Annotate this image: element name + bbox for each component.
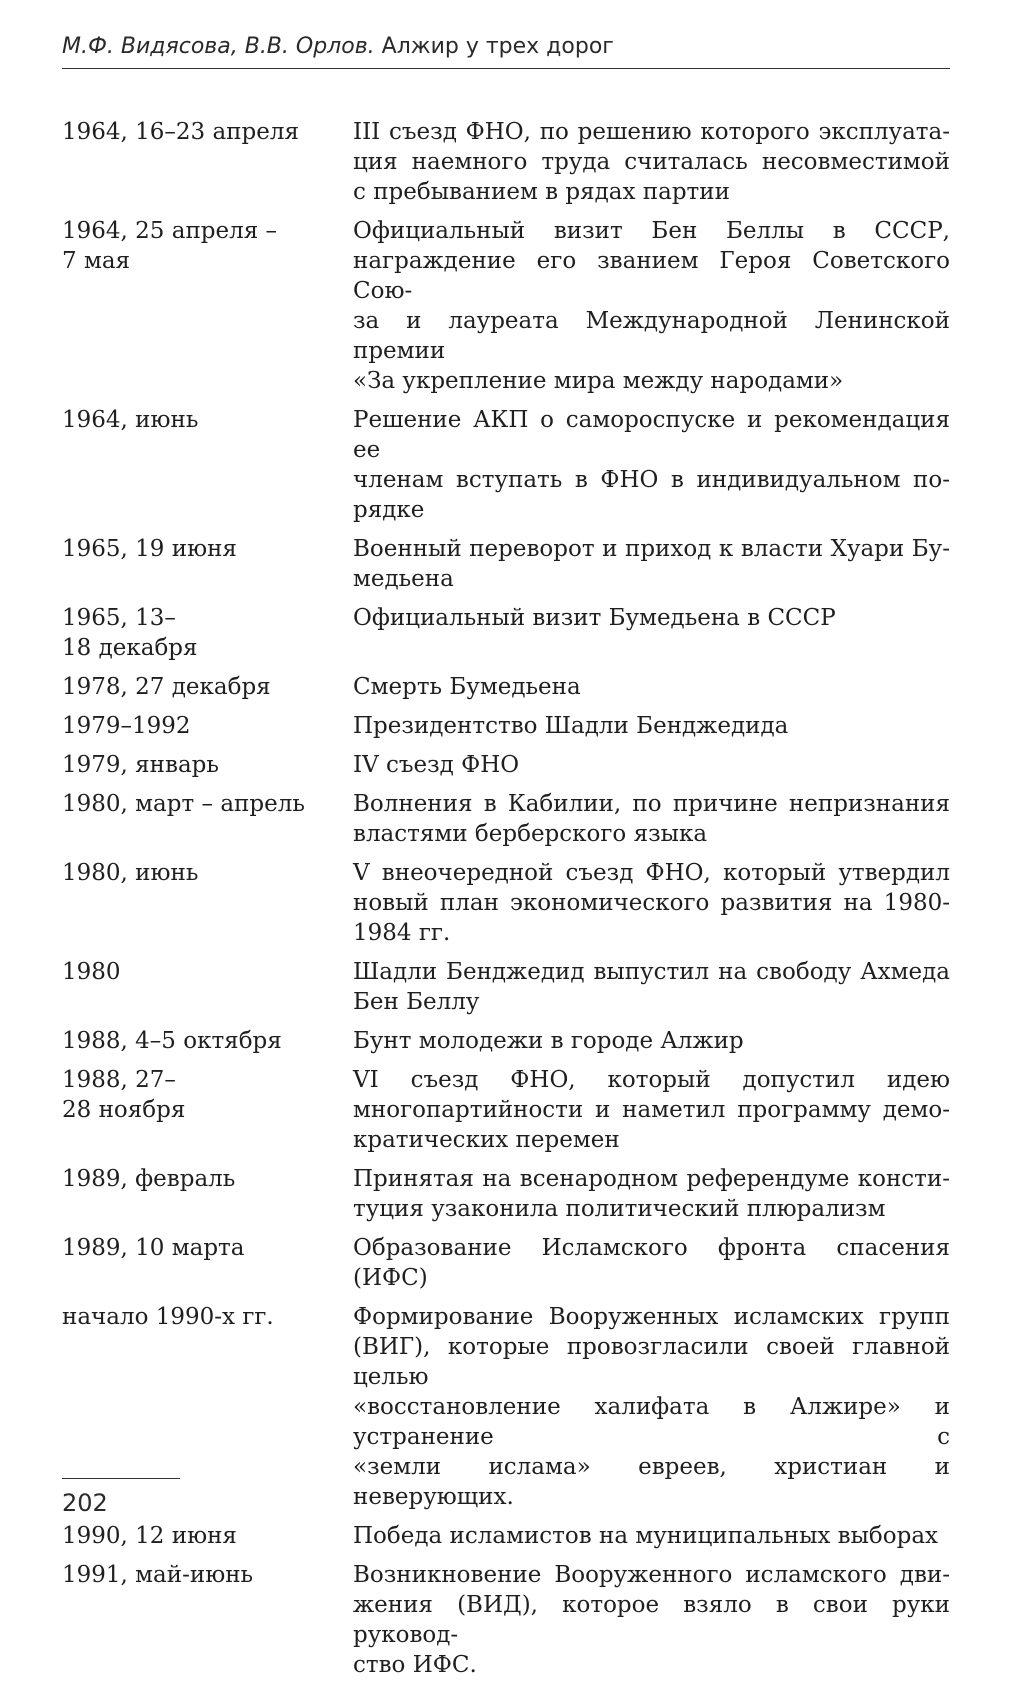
- date-line: 1989, февраль: [62, 1166, 236, 1192]
- row-date: [62, 117, 353, 207]
- date-line: 1991, май-июнь: [62, 1562, 254, 1588]
- date-line: 1978, 27 декабря: [62, 674, 271, 700]
- event-line: многопартийности и наметил программу демо-: [353, 1097, 950, 1123]
- row-event: [353, 789, 950, 849]
- row-event: [353, 750, 950, 780]
- chronology-row: [62, 603, 950, 663]
- row-event: [353, 711, 950, 741]
- event-line: Принятая на всенародном референдуме консти-: [353, 1166, 950, 1192]
- event-line: Бунт молодежи в городе Алжир: [353, 1028, 744, 1054]
- chronology-row: [62, 534, 950, 594]
- row-date: [62, 858, 353, 948]
- header-title: Алжир у трех дорог: [381, 34, 614, 59]
- row-date: [62, 1302, 353, 1512]
- event-line: ция наемного труда считалась несовместимой: [353, 149, 950, 175]
- event-line: 1984 гг.: [353, 920, 451, 946]
- event-line: награждение его званием Героя Советского Сою-: [353, 248, 950, 304]
- chronology-row: [62, 216, 950, 396]
- date-line: 28 ноября: [62, 1097, 186, 1123]
- date-line: 1988, 4–5 октября: [62, 1028, 282, 1054]
- event-line: медьена: [353, 566, 454, 592]
- row-date: [62, 603, 353, 663]
- date-line: 1964, июнь: [62, 407, 199, 433]
- chronology-table: [62, 117, 950, 1689]
- event-line: за и лауреата Международной Ленинской премии: [353, 308, 950, 364]
- date-line: 1988, 27–: [62, 1067, 176, 1093]
- row-date: [62, 405, 353, 525]
- date-line: 1989, 10 марта: [62, 1235, 245, 1261]
- event-line: властями берберского языка: [353, 821, 708, 847]
- row-date: [62, 1026, 353, 1056]
- row-event: [353, 1302, 950, 1512]
- event-line: Официальный визит Бен Беллы в СССР,: [353, 218, 950, 244]
- event-line: Бен Беллу: [353, 989, 480, 1015]
- event-line: «земли ислама» евреев, христиан и неверующих.: [353, 1454, 950, 1510]
- row-date: [62, 789, 353, 849]
- event-line: рядке: [353, 497, 425, 523]
- event-line: жения (ВИД), которое взяло в свои руки руковод-: [353, 1592, 950, 1648]
- row-date: [62, 1164, 353, 1224]
- event-line: Решение АКП о самороспуске и рекомендация ее: [353, 407, 950, 463]
- row-event: [353, 1233, 950, 1293]
- row-event: [353, 957, 950, 1017]
- row-date: [62, 1065, 353, 1155]
- event-line: ство ИФС.: [353, 1652, 477, 1678]
- row-event: [353, 672, 950, 702]
- event-line: Смерть Бумедьена: [353, 674, 581, 700]
- date-line: начало 1990-х гг.: [62, 1304, 274, 1330]
- event-line: новый план экономического развития на 1980-: [353, 890, 950, 916]
- row-event: [353, 117, 950, 207]
- chronology-row: [62, 1302, 950, 1512]
- row-event: [353, 1521, 950, 1551]
- date-line: 1964, 16–23 апреля: [62, 119, 299, 145]
- event-line: Военный переворот и приход к власти Хуари Бу-: [353, 536, 950, 562]
- row-date: [62, 534, 353, 594]
- row-date: [62, 750, 353, 780]
- date-line: 1980: [62, 959, 121, 985]
- footnote-rule: [62, 1478, 180, 1479]
- date-line: 1980, июнь: [62, 860, 199, 886]
- chronology-row: [62, 1065, 950, 1155]
- event-line: Формирование Вооруженных исламских групп: [353, 1304, 950, 1330]
- row-date: [62, 672, 353, 702]
- running-header: [62, 28, 950, 69]
- event-line: IV съезд ФНО: [353, 752, 520, 778]
- date-line: 7 мая: [62, 248, 131, 274]
- row-date: [62, 1521, 353, 1551]
- chronology-row: [62, 711, 950, 741]
- row-event: [353, 603, 950, 663]
- event-line: Президентство Шадли Бенджедида: [353, 713, 789, 739]
- date-line: 1990, 12 июня: [62, 1523, 237, 1549]
- chronology-row: [62, 750, 950, 780]
- row-date: [62, 1560, 353, 1680]
- event-line: Образование Исламского фронта спасения (ИФС): [353, 1235, 950, 1291]
- row-date: [62, 1233, 353, 1293]
- row-event: [353, 216, 950, 396]
- event-line: III съезд ФНО, по решению которого эксплуата-: [353, 119, 950, 145]
- chronology-row: [62, 672, 950, 702]
- row-event: [353, 534, 950, 594]
- event-line: Волнения в Кабилии, по причине непризнания: [353, 791, 950, 817]
- event-line: «восстановление халифата в Алжире» и устранение с: [353, 1394, 950, 1450]
- event-line: туция узаконила политический плюрализм: [353, 1196, 886, 1222]
- row-event: [353, 858, 950, 948]
- event-line: VI съезд ФНО, который допустил идею: [353, 1067, 950, 1093]
- row-event: [353, 1164, 950, 1224]
- row-date: [62, 216, 353, 396]
- row-event: [353, 1026, 950, 1056]
- row-event: [353, 1560, 950, 1680]
- date-line: 18 декабря: [62, 635, 198, 661]
- event-line: с пребыванием в рядах партии: [353, 179, 730, 205]
- date-line: 1964, 25 апреля –: [62, 218, 278, 244]
- event-line: Шадли Бенджедид выпустил на свободу Ахмеда: [353, 959, 950, 985]
- event-line: кратических перемен: [353, 1127, 620, 1153]
- date-line: 1980, март – апрель: [62, 791, 305, 817]
- date-line: 1979, январь: [62, 752, 219, 778]
- chronology-row: [62, 957, 950, 1017]
- event-line: (ВИГ), которые провозгласили своей главной целью: [353, 1334, 950, 1390]
- event-line: Официальный визит Бумедьена в СССР: [353, 605, 836, 631]
- chronology-row: [62, 405, 950, 525]
- event-line: Возникновение Вооруженного исламского дви-: [353, 1562, 950, 1588]
- chronology-row: [62, 789, 950, 849]
- event-line: V внеочередной съезд ФНО, который утвердил: [353, 860, 950, 886]
- event-line: «За укрепление мира между народами»: [353, 368, 844, 394]
- chronology-row: [62, 1164, 950, 1224]
- chronology-row: [62, 858, 950, 948]
- header-authors: М.Ф. Видясова, В.В. Орлов.: [62, 34, 375, 59]
- event-line: Победа исламистов на муниципальных выборах: [353, 1523, 939, 1549]
- chronology-row: [62, 1521, 950, 1551]
- row-event: [353, 1065, 950, 1155]
- chronology-row: [62, 117, 950, 207]
- page-number: 202: [62, 1489, 108, 1517]
- date-line: 1965, 13–: [62, 605, 176, 631]
- event-line: членам вступать в ФНО в индивидуальном по-: [353, 467, 950, 493]
- row-event: [353, 405, 950, 525]
- row-date: [62, 711, 353, 741]
- chronology-row: [62, 1233, 950, 1293]
- chronology-row: [62, 1026, 950, 1056]
- date-line: 1965, 19 июня: [62, 536, 237, 562]
- row-date: [62, 957, 353, 1017]
- chronology-row: [62, 1560, 950, 1680]
- date-line: 1979–1992: [62, 713, 191, 739]
